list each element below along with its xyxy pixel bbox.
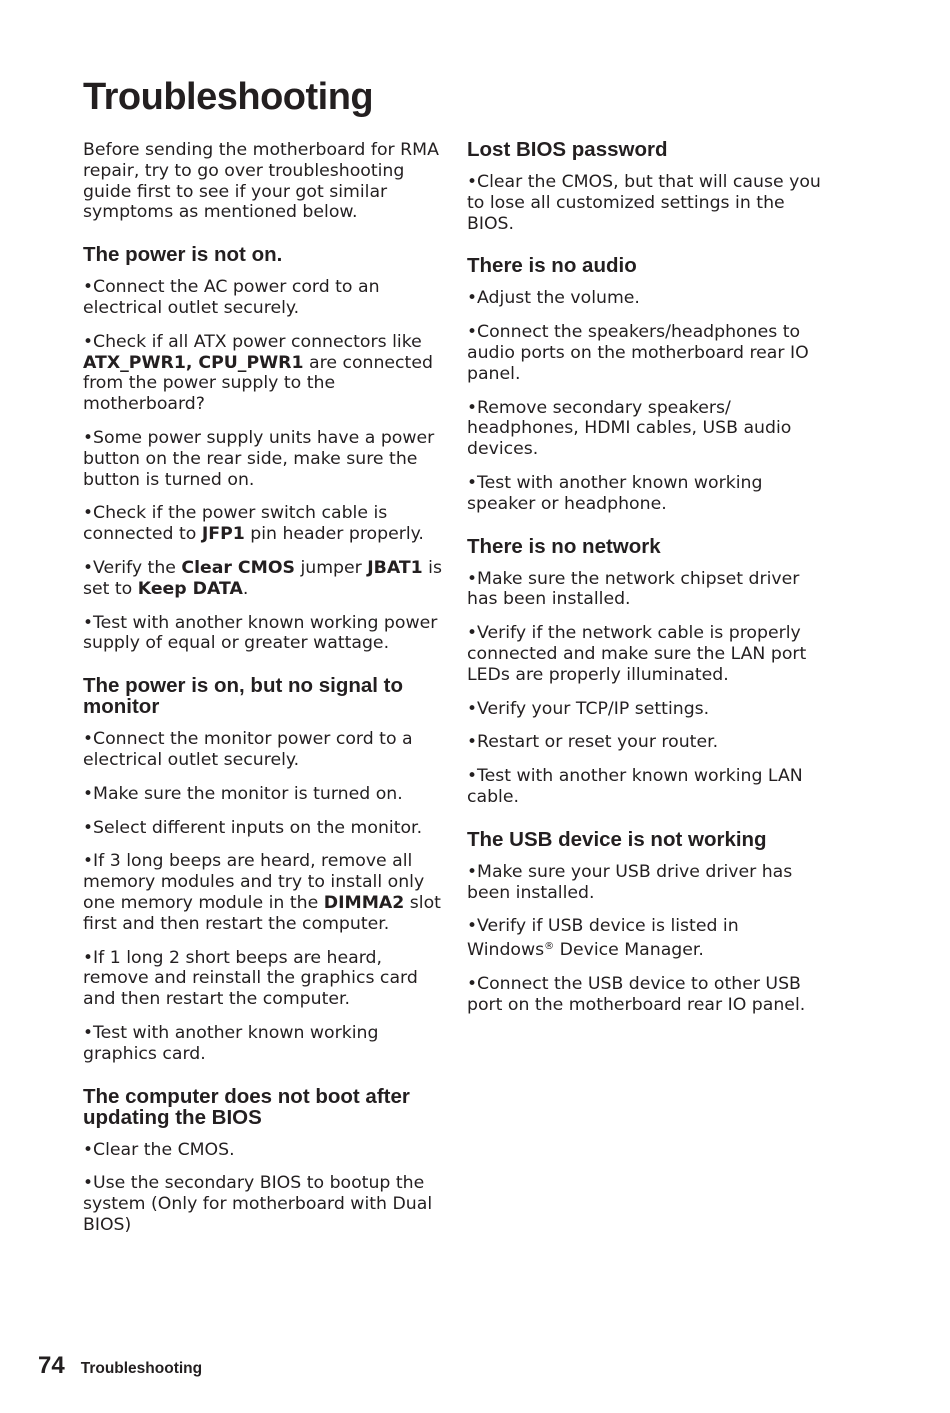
section-there-is-no-audio [467, 255, 827, 514]
page-number: 74 [38, 1352, 65, 1379]
section-there-is-no-network [467, 536, 827, 808]
item-text: Test with another known working speaker or headphone. [467, 472, 763, 514]
section-lost-bios-password [467, 139, 827, 234]
item-text: Remove secondary speakers/ headphones, HDMI cables, USB audio devices. [467, 397, 792, 460]
bullet-icon: • [83, 277, 94, 298]
bullet-icon: • [83, 817, 94, 838]
bullet-icon: • [467, 472, 478, 493]
bullet-icon: • [467, 288, 478, 309]
bullet-icon: • [83, 947, 94, 968]
item-text: Test with another known working LAN cable. [467, 766, 803, 807]
bullet-icon: • [467, 172, 478, 192]
item-text: Test with another known working graphics card. [83, 1022, 379, 1064]
bullet-icon: • [83, 331, 94, 352]
section-heading: There is no network [467, 534, 661, 558]
item-text: Make sure the monitor is turned on. [93, 783, 403, 804]
list-item [467, 732, 827, 753]
bullet-icon: • [467, 623, 478, 644]
bullet-icon: • [83, 851, 94, 872]
list-item [467, 766, 827, 808]
bullet-icon: • [83, 612, 94, 633]
list-item [467, 322, 827, 384]
bullet-icon: • [467, 973, 478, 994]
list-item [83, 277, 445, 319]
item-text: Connect the speakers/headphones to audio ports on the motherboard rear IO panel. [467, 322, 809, 384]
section-the-computer-does-not-boot-after-updating-the-bios [83, 1086, 445, 1236]
section-heading: The power is on, but no signal to monitor [83, 674, 404, 719]
item-text: Verify your TCP/IP settings. [477, 698, 710, 719]
footer-section-label: Troubleshooting [80, 1360, 203, 1377]
item-bold-term: Clear CMOS [181, 557, 295, 578]
bullet-icon: • [467, 568, 478, 589]
bullet-icon: • [83, 1022, 94, 1043]
list-item [83, 729, 445, 771]
item-text: If 1 long 2 short beeps are heard, remove and reinstall the graphics card and then restart the computer. [83, 947, 418, 1010]
list-item [467, 974, 827, 1016]
right-column [467, 139, 827, 1037]
section-the-power-is-on-but-no-signal-to-monitor [83, 675, 445, 1064]
bullet-icon: • [467, 861, 478, 882]
list-item [467, 398, 827, 460]
section-the-power-is-not-on [83, 244, 445, 654]
page-footer [38, 1352, 202, 1380]
item-text: Select different inputs on the monitor. [93, 817, 423, 838]
bullet-icon: • [467, 766, 478, 787]
list-item [467, 623, 827, 685]
item-text: pin header properly. [244, 524, 424, 545]
item-text: is set to [83, 557, 442, 599]
list-item [83, 1140, 445, 1161]
list-item [83, 332, 445, 415]
section-heading: The power is not on. [83, 243, 283, 267]
bullet-icon: • [467, 698, 478, 719]
item-text: Check if all ATX power connectors like [93, 331, 422, 352]
item-text: Make sure your USB drive driver has been installed. [467, 861, 793, 903]
left-column [83, 140, 445, 1257]
list-item [467, 473, 827, 515]
bullet-icon: • [467, 916, 478, 937]
list-item [83, 851, 445, 934]
item-text: Check if the power switch cable is connected to [83, 503, 388, 545]
item-text: Device Manager. [554, 940, 704, 961]
bullet-icon: • [83, 1173, 94, 1194]
left-sections [83, 244, 445, 1236]
list-item [467, 916, 827, 961]
section-heading: There is no audio [467, 254, 637, 278]
item-text: Test with another known working power supply of equal or greater wattage. [83, 612, 438, 654]
page-title: Troubleshooting [83, 76, 374, 118]
item-text: are connected from the power supply to the motherboard? [83, 352, 433, 415]
list-item [83, 1173, 445, 1235]
bullet-icon: • [83, 427, 94, 448]
item-text: Verify the [93, 557, 182, 578]
item-text: Use the secondary BIOS to bootup the system (Only for motherboard with Dual BIOS) [83, 1173, 433, 1235]
list-item [467, 288, 827, 309]
list-item [83, 948, 445, 1010]
item-bold-term: Keep DATA [137, 578, 243, 599]
bullet-icon: • [467, 397, 478, 418]
item-text: Clear the CMOS. [93, 1139, 235, 1160]
item-text: If 3 long beeps are heard, remove all memory modules and try to install only one memory module in the [83, 851, 425, 913]
bullet-icon: • [83, 503, 94, 524]
item-bold-term: ATX_PWR1, CPU_PWR1 [83, 352, 304, 373]
intro-paragraph: Before sending the motherboard for RMA repair, try to go over troubleshooting guide first to see if your got similar symptoms as mentioned below. [83, 140, 439, 223]
item-text: Restart or reset your router. [477, 732, 719, 753]
list-item [83, 428, 445, 490]
right-sections [467, 139, 827, 1016]
item-bold-term: JBAT1 [367, 557, 423, 578]
item-text: jumper [294, 557, 368, 578]
list-item [83, 503, 445, 545]
item-bold-term: JFP1 [201, 524, 245, 545]
item-text: slot first and then restart the computer. [83, 892, 441, 934]
registered-mark: ® [544, 941, 555, 953]
list-item [83, 558, 445, 600]
item-text: Connect the monitor power cord to a electrical outlet securely. [83, 729, 413, 770]
item-text: Clear the CMOS, but that will cause you to lose all customized settings in the BIOS. [467, 172, 821, 234]
list-item [467, 172, 827, 234]
item-text: Connect the USB device to other USB port on the motherboard rear IO panel. [467, 973, 806, 1015]
item-text: . [242, 578, 249, 599]
list-item [467, 862, 827, 904]
section-heading: Lost BIOS password [467, 138, 668, 161]
list-item [83, 784, 445, 805]
section-heading: The computer does not boot after updating the BIOS [83, 1084, 410, 1129]
list-item [83, 818, 445, 839]
bullet-icon: • [83, 557, 94, 578]
list-item [83, 1023, 445, 1065]
list-item [83, 613, 445, 655]
list-item [467, 699, 827, 720]
bullet-icon: • [83, 729, 94, 750]
list-item [467, 569, 827, 611]
bullet-icon: • [467, 322, 478, 343]
item-text: Connect the AC power cord to an electrical outlet securely. [83, 277, 380, 318]
item-text: Make sure the network chipset driver has been installed. [467, 568, 800, 610]
section-heading: The USB device is not working [467, 827, 767, 851]
bullet-icon: • [83, 1139, 94, 1160]
item-text: Adjust the volume. [477, 288, 640, 309]
item-text: Verify if USB device is listed in Windows [467, 916, 739, 961]
bullet-icon: • [467, 732, 478, 753]
bullet-icon: • [83, 783, 94, 804]
item-text: Some power supply units have a power button on the rear side, make sure the button is turned on. [83, 427, 435, 490]
section-the-usb-device-is-not-working [467, 829, 827, 1016]
item-text: Verify if the network cable is properly connected and make sure the LAN port LEDs are properly illuminated. [467, 623, 807, 685]
item-bold-term: DIMMA2 [323, 892, 405, 913]
